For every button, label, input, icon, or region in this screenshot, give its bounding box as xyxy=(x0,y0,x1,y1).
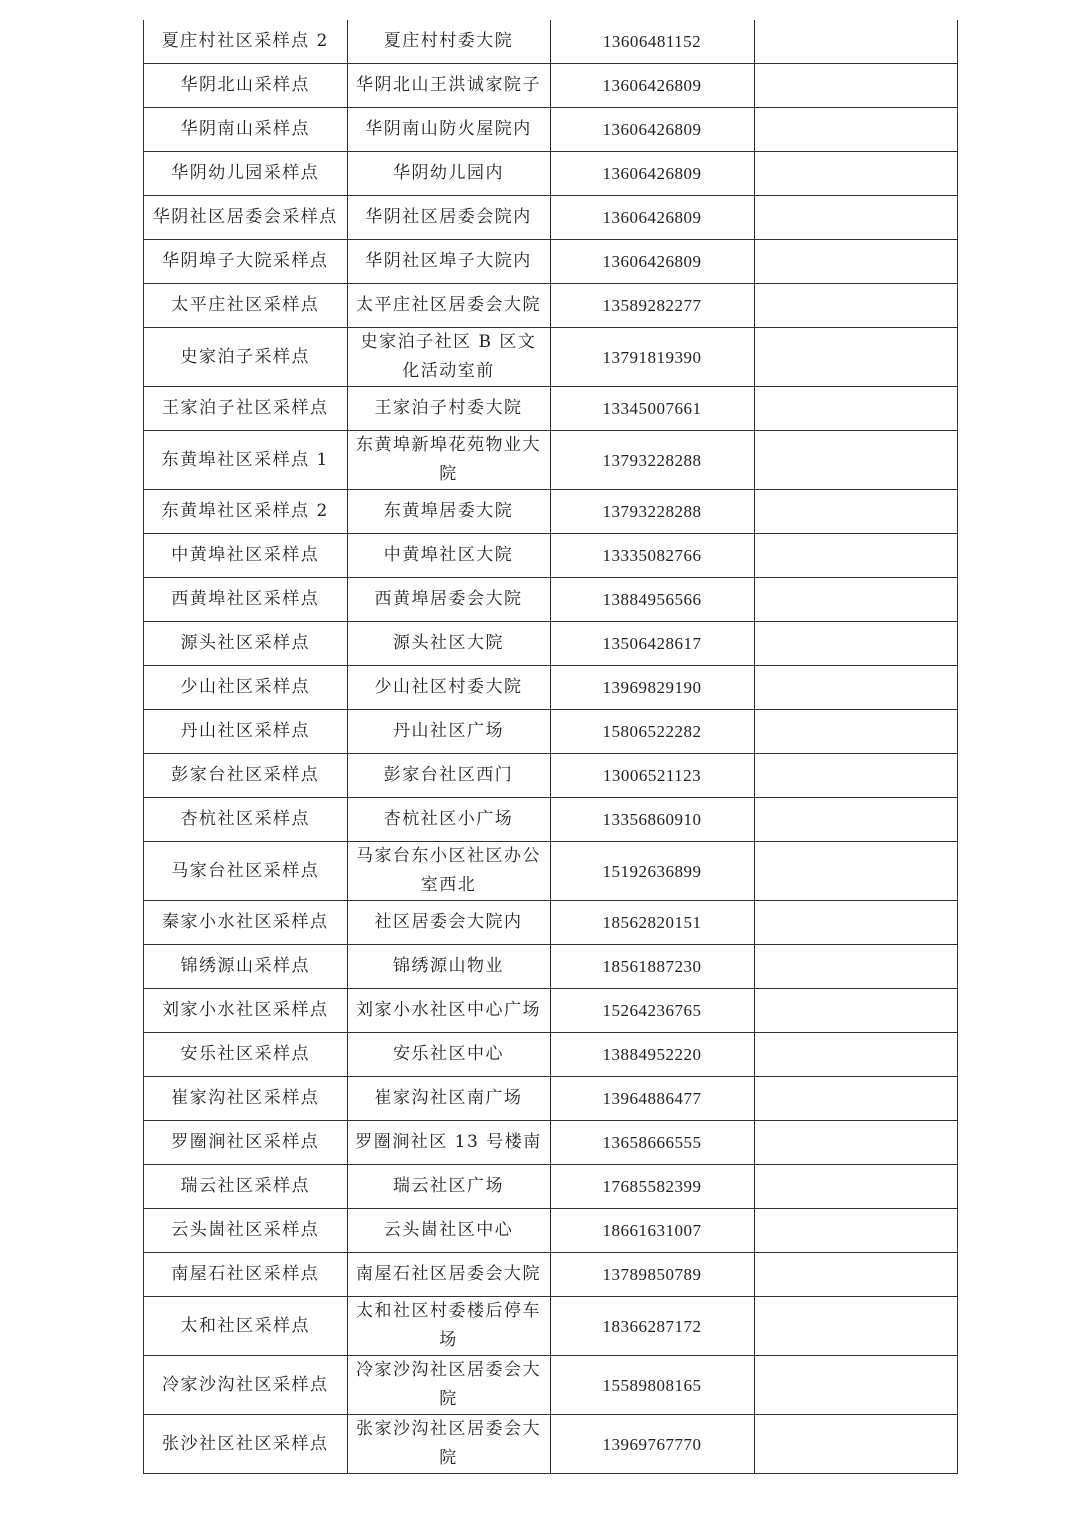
table-row xyxy=(144,666,957,710)
site-phone-cell: 13789850789 xyxy=(550,1253,754,1297)
table-row xyxy=(144,534,957,578)
site-name-cell: 马家台社区采样点 xyxy=(144,842,347,901)
table-row xyxy=(144,798,957,842)
site-phone-cell: 13506428617 xyxy=(550,622,754,666)
site-address-cell: 丹山社区广场 xyxy=(347,710,550,754)
site-address-cell: 南屋石社区居委会大院 xyxy=(347,1253,550,1297)
site-address-cell: 华阴南山防火屋院内 xyxy=(347,108,550,152)
sampling-sites-table xyxy=(143,20,958,1474)
site-phone-cell: 13606426809 xyxy=(550,64,754,108)
site-note-cell xyxy=(754,196,957,240)
site-phone-cell: 13606426809 xyxy=(550,196,754,240)
site-phone-cell: 18561887230 xyxy=(550,945,754,989)
site-phone-cell: 13606426809 xyxy=(550,240,754,284)
site-name-cell: 史家泊子采样点 xyxy=(144,328,347,387)
table-row xyxy=(144,945,957,989)
table-row xyxy=(144,1077,957,1121)
site-phone-cell: 13884952220 xyxy=(550,1033,754,1077)
site-note-cell xyxy=(754,490,957,534)
site-phone-cell: 13006521123 xyxy=(550,754,754,798)
site-phone-cell: 18366287172 xyxy=(550,1297,754,1356)
site-name-cell: 崔家沟社区采样点 xyxy=(144,1077,347,1121)
table-row xyxy=(144,240,957,284)
table-row xyxy=(144,1033,957,1077)
site-note-cell xyxy=(754,387,957,431)
table-row xyxy=(144,710,957,754)
table-row xyxy=(144,431,957,490)
table-row xyxy=(144,754,957,798)
site-name-cell: 王家泊子社区采样点 xyxy=(144,387,347,431)
table-row xyxy=(144,108,957,152)
site-address-cell: 瑞云社区广场 xyxy=(347,1165,550,1209)
table-row xyxy=(144,989,957,1033)
table-row xyxy=(144,842,957,901)
table-body xyxy=(144,20,957,1474)
site-phone-cell: 15192636899 xyxy=(550,842,754,901)
site-phone-cell: 17685582399 xyxy=(550,1165,754,1209)
site-note-cell xyxy=(754,945,957,989)
site-address-cell: 东黄埠居委大院 xyxy=(347,490,550,534)
site-phone-cell: 18661631007 xyxy=(550,1209,754,1253)
site-address-cell: 安乐社区中心 xyxy=(347,1033,550,1077)
table-row xyxy=(144,1121,957,1165)
site-note-cell xyxy=(754,622,957,666)
site-note-cell xyxy=(754,1297,957,1356)
site-address-cell: 中黄埠社区大院 xyxy=(347,534,550,578)
table xyxy=(144,20,957,1474)
site-address-cell: 冷家沙沟社区居委会大院 xyxy=(347,1356,550,1415)
site-address-cell: 王家泊子村委大院 xyxy=(347,387,550,431)
site-name-cell: 少山社区采样点 xyxy=(144,666,347,710)
site-phone-cell: 13969767770 xyxy=(550,1415,754,1474)
table-row xyxy=(144,622,957,666)
site-name-cell: 罗圈涧社区采样点 xyxy=(144,1121,347,1165)
site-address-cell: 太和社区村委楼后停车场 xyxy=(347,1297,550,1356)
site-note-cell xyxy=(754,1356,957,1415)
site-note-cell xyxy=(754,1121,957,1165)
site-name-cell: 张沙社区社区采样点 xyxy=(144,1415,347,1474)
site-phone-cell: 13589282277 xyxy=(550,284,754,328)
site-phone-cell: 13793228288 xyxy=(550,431,754,490)
site-note-cell xyxy=(754,798,957,842)
site-phone-cell: 13793228288 xyxy=(550,490,754,534)
site-note-cell xyxy=(754,431,957,490)
site-phone-cell: 13606426809 xyxy=(550,108,754,152)
site-note-cell xyxy=(754,1415,957,1474)
site-note-cell xyxy=(754,1209,957,1253)
table-row xyxy=(144,196,957,240)
site-address-cell: 西黄埠居委会大院 xyxy=(347,578,550,622)
site-name-cell: 刘家小水社区采样点 xyxy=(144,989,347,1033)
site-note-cell xyxy=(754,240,957,284)
site-name-cell: 安乐社区采样点 xyxy=(144,1033,347,1077)
site-note-cell xyxy=(754,1033,957,1077)
site-name-cell: 丹山社区采样点 xyxy=(144,710,347,754)
site-phone-cell: 18562820151 xyxy=(550,901,754,945)
site-note-cell xyxy=(754,64,957,108)
site-name-cell: 锦绣源山采样点 xyxy=(144,945,347,989)
site-address-cell: 夏庄村村委大院 xyxy=(347,20,550,64)
site-note-cell xyxy=(754,328,957,387)
site-address-cell: 社区居委会大院内 xyxy=(347,901,550,945)
site-address-cell: 少山社区村委大院 xyxy=(347,666,550,710)
table-row xyxy=(144,64,957,108)
table-row xyxy=(144,284,957,328)
table-row xyxy=(144,1415,957,1474)
site-name-cell: 东黄埠社区采样点 2 xyxy=(144,490,347,534)
site-address-cell: 杏杭社区小广场 xyxy=(347,798,550,842)
site-phone-cell: 13884956566 xyxy=(550,578,754,622)
table-row xyxy=(144,1209,957,1253)
table-row xyxy=(144,1356,957,1415)
site-phone-cell: 13335082766 xyxy=(550,534,754,578)
site-note-cell xyxy=(754,152,957,196)
site-name-cell: 杏杭社区采样点 xyxy=(144,798,347,842)
site-note-cell xyxy=(754,710,957,754)
table-row xyxy=(144,387,957,431)
site-phone-cell: 15589808165 xyxy=(550,1356,754,1415)
table-row xyxy=(144,1297,957,1356)
site-phone-cell: 13345007661 xyxy=(550,387,754,431)
site-note-cell xyxy=(754,754,957,798)
site-name-cell: 瑞云社区采样点 xyxy=(144,1165,347,1209)
site-name-cell: 华阴南山采样点 xyxy=(144,108,347,152)
site-note-cell xyxy=(754,842,957,901)
site-name-cell: 太和社区采样点 xyxy=(144,1297,347,1356)
site-name-cell: 彭家台社区采样点 xyxy=(144,754,347,798)
site-name-cell: 夏庄村社区采样点 2 xyxy=(144,20,347,64)
site-address-cell: 云头崮社区中心 xyxy=(347,1209,550,1253)
table-row xyxy=(144,1253,957,1297)
site-name-cell: 源头社区采样点 xyxy=(144,622,347,666)
table-row xyxy=(144,578,957,622)
site-name-cell: 华阴北山采样点 xyxy=(144,64,347,108)
site-address-cell: 太平庄社区居委会大院 xyxy=(347,284,550,328)
site-name-cell: 华阴社区居委会采样点 xyxy=(144,196,347,240)
site-name-cell: 华阴埠子大院采样点 xyxy=(144,240,347,284)
site-address-cell: 马家台东小区社区办公室西北 xyxy=(347,842,550,901)
table-row xyxy=(144,901,957,945)
site-note-cell xyxy=(754,20,957,64)
site-note-cell xyxy=(754,1253,957,1297)
site-address-cell: 史家泊子社区 B 区文化活动室前 xyxy=(347,328,550,387)
site-address-cell: 华阴北山王洪诚家院子 xyxy=(347,64,550,108)
site-name-cell: 中黄埠社区采样点 xyxy=(144,534,347,578)
site-address-cell: 崔家沟社区南广场 xyxy=(347,1077,550,1121)
site-phone-cell: 13606426809 xyxy=(550,152,754,196)
site-name-cell: 太平庄社区采样点 xyxy=(144,284,347,328)
site-address-cell: 刘家小水社区中心广场 xyxy=(347,989,550,1033)
site-phone-cell: 13964886477 xyxy=(550,1077,754,1121)
site-address-cell: 东黄埠新埠花苑物业大院 xyxy=(347,431,550,490)
site-name-cell: 秦家小水社区采样点 xyxy=(144,901,347,945)
site-phone-cell: 13791819390 xyxy=(550,328,754,387)
site-note-cell xyxy=(754,666,957,710)
site-phone-cell: 13606481152 xyxy=(550,20,754,64)
site-address-cell: 锦绣源山物业 xyxy=(347,945,550,989)
site-address-cell: 张家沙沟社区居委会大院 xyxy=(347,1415,550,1474)
site-address-cell: 彭家台社区西门 xyxy=(347,754,550,798)
table-row xyxy=(144,328,957,387)
table-row xyxy=(144,20,957,64)
site-note-cell xyxy=(754,578,957,622)
site-note-cell xyxy=(754,108,957,152)
table-row xyxy=(144,1165,957,1209)
site-phone-cell: 15806522282 xyxy=(550,710,754,754)
site-note-cell xyxy=(754,989,957,1033)
site-name-cell: 东黄埠社区采样点 1 xyxy=(144,431,347,490)
site-name-cell: 云头崮社区采样点 xyxy=(144,1209,347,1253)
site-name-cell: 冷家沙沟社区采样点 xyxy=(144,1356,347,1415)
site-note-cell xyxy=(754,284,957,328)
site-note-cell xyxy=(754,901,957,945)
site-note-cell xyxy=(754,1165,957,1209)
table-row xyxy=(144,490,957,534)
site-address-cell: 华阴社区埠子大院内 xyxy=(347,240,550,284)
site-phone-cell: 15264236765 xyxy=(550,989,754,1033)
site-name-cell: 华阴幼儿园采样点 xyxy=(144,152,347,196)
site-phone-cell: 13969829190 xyxy=(550,666,754,710)
site-phone-cell: 13658666555 xyxy=(550,1121,754,1165)
table-row xyxy=(144,152,957,196)
site-address-cell: 源头社区大院 xyxy=(347,622,550,666)
site-name-cell: 西黄埠社区采样点 xyxy=(144,578,347,622)
site-address-cell: 华阴幼儿园内 xyxy=(347,152,550,196)
site-note-cell xyxy=(754,1077,957,1121)
site-address-cell: 罗圈涧社区 13 号楼南 xyxy=(347,1121,550,1165)
site-address-cell: 华阴社区居委会院内 xyxy=(347,196,550,240)
site-name-cell: 南屋石社区采样点 xyxy=(144,1253,347,1297)
site-phone-cell: 13356860910 xyxy=(550,798,754,842)
site-note-cell xyxy=(754,534,957,578)
